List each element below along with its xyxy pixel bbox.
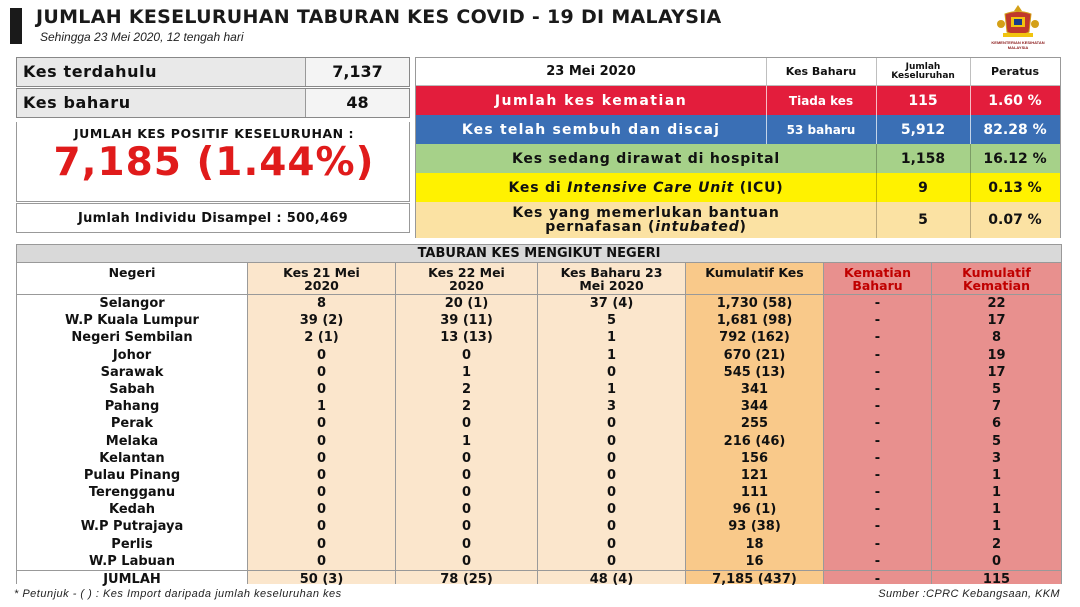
table-cell: - <box>874 485 881 501</box>
icu-percent: 0.13 % <box>988 179 1042 196</box>
hospital-total: 1,158 <box>900 150 946 167</box>
table-cell: 0 <box>461 536 472 552</box>
column-new-cases-23-may <box>537 263 685 587</box>
table-cell: 2 <box>991 536 1002 552</box>
table-cell: - <box>874 313 881 329</box>
status-date: 23 Mei 2020 <box>546 64 636 79</box>
state-distribution-table <box>16 244 1062 587</box>
page-subtitle: Sehingga 23 Mei 2020, 12 tengah hari <box>40 30 244 44</box>
table-cell: Selangor <box>99 296 165 311</box>
table-cell: 16 <box>745 553 764 569</box>
table-cell: 0 <box>316 450 327 466</box>
column-new-deaths <box>823 263 931 587</box>
table-cell: 39 (11) <box>440 313 493 329</box>
table-cell: 19 <box>987 347 1006 363</box>
table-cell: 670 (21) <box>723 347 786 363</box>
icu-label-pre: Kes di <box>508 179 568 196</box>
intubated-label <box>416 202 876 238</box>
total-positive-value: 7,185 (1.44%) <box>53 140 375 185</box>
table-cell: 0 <box>606 519 617 535</box>
table-cell: 93 (38) <box>728 519 781 535</box>
table-cell: W.P Putrajaya <box>80 519 184 535</box>
page-title: JUMLAH KESELURUHAN TABURAN KES COVID - 19 DI MALAYSIA <box>36 6 722 28</box>
previous-cases-label: Kes terdahulu <box>23 62 158 81</box>
table-cell: 96 (1) <box>732 502 777 518</box>
table-cell: 0 <box>461 502 472 518</box>
table-cell: - <box>874 519 881 535</box>
table-cell: 6 <box>991 416 1002 432</box>
recovered-new: 53 baharu <box>786 122 856 137</box>
table-cell: 0 <box>991 553 1002 569</box>
table-cell: 341 <box>740 381 769 397</box>
header-new-cases-23-may: Kes Baharu 23 Mei 2020 <box>538 263 685 295</box>
table-cell: 0 <box>316 364 327 380</box>
table-cell: 0 <box>461 467 472 483</box>
intubated-total: 5 <box>918 212 928 228</box>
ministry-logo <box>988 4 1048 54</box>
table-cell: 1,730 (58) <box>716 296 793 311</box>
deaths-new: Tiada kes <box>788 93 854 108</box>
total-row-cell: 48 (4) <box>538 570 685 587</box>
table-cell: 0 <box>461 485 472 501</box>
table-cell: 0 <box>316 536 327 552</box>
logo-caption: KEMENTERIAN KESIHATAN MALAYSIA <box>991 40 1045 50</box>
table-cell: 1 <box>461 433 472 449</box>
intubated-label-em: intubated <box>655 219 740 235</box>
table-cell: Pulau Pinang <box>83 467 181 483</box>
table-cell: 0 <box>316 519 327 535</box>
table-cell: 0 <box>316 485 327 501</box>
table-cell: 216 (46) <box>723 433 786 449</box>
table-cell: 3 <box>991 450 1002 466</box>
header-negeri: Negeri <box>17 263 247 295</box>
column-cases-22-may <box>395 263 537 587</box>
table-cell: W.P Labuan <box>89 553 175 569</box>
table-cell: 13 (13) <box>440 330 493 346</box>
header-new-deaths: Kematian Baharu <box>824 263 931 295</box>
table-cell: 7 <box>991 399 1002 415</box>
table-cell: Kelantan <box>99 450 165 466</box>
table-cell: 1 <box>991 519 1002 535</box>
table-cell: 0 <box>606 553 617 569</box>
table-cell: - <box>874 502 881 518</box>
table-cell: 1 <box>606 347 617 363</box>
table-cell: 344 <box>740 399 769 415</box>
table-cell: - <box>874 381 881 397</box>
icu-label-em: Intensive Care Unit <box>567 179 735 196</box>
table-cell: 0 <box>461 553 472 569</box>
status-header-row <box>416 58 1060 86</box>
table-cell: 156 <box>740 450 769 466</box>
individuals-sampled: Jumlah Individu Disampel : 500,469 <box>16 203 410 233</box>
table-cell: Sabah <box>109 381 155 397</box>
table-cell: 0 <box>606 450 617 466</box>
icu-total: 9 <box>918 179 928 196</box>
column-cumulative-cases <box>685 263 823 587</box>
table-cell: - <box>874 296 881 311</box>
table-cell: 5 <box>991 381 1002 397</box>
table-cell: 1,681 (98) <box>716 313 793 329</box>
title-accent-bar <box>10 8 22 44</box>
recovered-percent: 82.28 % <box>983 121 1047 138</box>
recovered-row <box>416 115 1060 144</box>
table-cell: 1 <box>991 485 1002 501</box>
table-cell: Negeri Sembilan <box>71 330 193 346</box>
table-cell: 1 <box>461 364 472 380</box>
new-cases-label: Kes baharu <box>23 93 131 112</box>
deaths-row <box>416 86 1060 115</box>
previous-cases-row <box>16 57 410 87</box>
column-negeri <box>17 263 247 587</box>
table-cell: Kedah <box>109 502 155 518</box>
col-new-cases: Kes Baharu <box>785 65 857 78</box>
table-cell: Johor <box>112 347 152 363</box>
table-cell: - <box>874 364 881 380</box>
coat-of-arms-icon <box>995 4 1041 40</box>
table-cell: 20 (1) <box>444 296 489 311</box>
column-cases-21-may <box>247 263 395 587</box>
table-cell: 0 <box>316 502 327 518</box>
table-cell: 5 <box>991 433 1002 449</box>
table-cell: 8 <box>316 296 327 311</box>
table-cell: 0 <box>606 433 617 449</box>
table-cell: Melaka <box>105 433 159 449</box>
table-cell: 0 <box>316 553 327 569</box>
table-cell: 0 <box>461 416 472 432</box>
intubated-row <box>416 202 1060 238</box>
table-cell: 3 <box>606 399 617 415</box>
table-cell: 5 <box>606 313 617 329</box>
table-cell: 0 <box>316 433 327 449</box>
intubated-percent: 0.07 % <box>988 212 1042 228</box>
source-note: Sumber :CPRC Kebangsaan, KKM <box>878 588 1060 600</box>
table-cell: Terengganu <box>88 485 176 501</box>
table-cell: - <box>874 330 881 346</box>
table-cell: 545 (13) <box>723 364 786 380</box>
header-cumulative-deaths: Kumulatif Kematian <box>932 263 1061 295</box>
icu-row <box>416 173 1060 202</box>
table-cell: 2 (1) <box>304 330 339 346</box>
table-cell: 255 <box>740 416 769 432</box>
table-cell: 111 <box>740 485 769 501</box>
hospital-label: Kes sedang dirawat di hospital <box>512 150 780 167</box>
table-cell: 37 (4) <box>589 296 634 311</box>
intubated-label-post: ) <box>739 219 747 235</box>
total-positive-panel <box>16 122 410 202</box>
table-cell: - <box>874 433 881 449</box>
table-cell: 0 <box>316 347 327 363</box>
footnote: * Petunjuk - ( ) : Kes Import daripada jumlah keseluruhan kes <box>14 588 342 600</box>
table-cell: 1 <box>991 467 1002 483</box>
total-row-cell: - <box>824 570 931 587</box>
col-total: Jumlah Keseluruhan <box>891 61 955 81</box>
table-cell: 1 <box>991 502 1002 518</box>
deaths-label: Jumlah kes kematian <box>494 92 688 109</box>
table-cell: Sarawak <box>100 364 164 380</box>
deaths-total: 115 <box>908 92 938 109</box>
table-cell: - <box>874 553 881 569</box>
table-cell: - <box>874 347 881 363</box>
table-cell: 1 <box>606 381 617 397</box>
new-cases-value: 48 <box>305 89 409 117</box>
table-cell: 0 <box>606 364 617 380</box>
table-cell: 0 <box>316 381 327 397</box>
table-cell: - <box>874 536 881 552</box>
table-cell: - <box>874 399 881 415</box>
table-cell: 22 <box>987 296 1006 311</box>
table-cell: Perak <box>110 416 154 432</box>
icu-label <box>416 173 876 202</box>
table-cell: 0 <box>606 467 617 483</box>
total-row-cell: 115 <box>932 570 1061 587</box>
hospital-percent: 16.12 % <box>983 150 1047 167</box>
total-row-cell: 7,185 (437) <box>686 570 823 587</box>
table-cell: Perlis <box>111 536 153 552</box>
recovered-label: Kes telah sembuh dan discaj <box>461 121 721 138</box>
table-cell: 0 <box>316 467 327 483</box>
table-cell: 18 <box>745 536 764 552</box>
header-cumulative-cases: Kumulatif Kes <box>686 263 823 295</box>
recovered-total: 5,912 <box>900 121 946 138</box>
table-cell: 0 <box>606 416 617 432</box>
total-row-cell: 78 (25) <box>396 570 537 587</box>
table-cell: 0 <box>606 485 617 501</box>
table-cell: 0 <box>606 536 617 552</box>
table-cell: 0 <box>461 519 472 535</box>
case-status-table <box>415 57 1061 238</box>
hospital-row <box>416 144 1060 173</box>
table-cell: - <box>874 467 881 483</box>
total-row-cell: JUMLAH <box>17 570 247 587</box>
table-cell: 2 <box>461 381 472 397</box>
table-cell: 39 (2) <box>299 313 344 329</box>
table-cell: 2 <box>461 399 472 415</box>
intubated-label-line2 <box>545 220 747 234</box>
table-cell: - <box>874 416 881 432</box>
total-row-cell: 50 (3) <box>248 570 395 587</box>
table-cell: 0 <box>461 450 472 466</box>
table-cell: 1 <box>316 399 327 415</box>
new-cases-row <box>16 88 410 118</box>
header-cases-22-may: Kes 22 Mei 2020 <box>396 263 537 295</box>
table-cell: 0 <box>606 502 617 518</box>
table-cell: 0 <box>316 416 327 432</box>
icu-label-post: (ICU) <box>734 179 784 196</box>
col-percent: Peratus <box>990 65 1039 78</box>
header-cases-21-may: Kes 21 Mei 2020 <box>248 263 395 295</box>
intubated-label-line1: Kes yang memerlukan bantuan <box>512 205 780 221</box>
previous-cases-value: 7,137 <box>305 58 409 86</box>
table-cell: 17 <box>987 364 1006 380</box>
table-cell: Pahang <box>104 399 160 415</box>
table-cell: 121 <box>740 467 769 483</box>
column-cumulative-deaths <box>931 263 1061 587</box>
deaths-percent: 1.60 % <box>988 92 1042 109</box>
total-positive-label: JUMLAH KES POSITIF KESELURUHAN : <box>74 126 354 141</box>
table-cell: - <box>874 450 881 466</box>
table-cell: W.P Kuala Lumpur <box>65 313 199 329</box>
table-cell: 0 <box>461 347 472 363</box>
table-cell: 17 <box>987 313 1006 329</box>
summary-panel <box>16 57 412 240</box>
state-table-title: TABURAN KES MENGIKUT NEGERI <box>17 245 1061 263</box>
intubated-label-pre: pernafasan ( <box>545 219 656 235</box>
table-cell: 792 (162) <box>719 330 790 346</box>
table-cell: 1 <box>606 330 617 346</box>
table-cell: 8 <box>991 330 1002 346</box>
